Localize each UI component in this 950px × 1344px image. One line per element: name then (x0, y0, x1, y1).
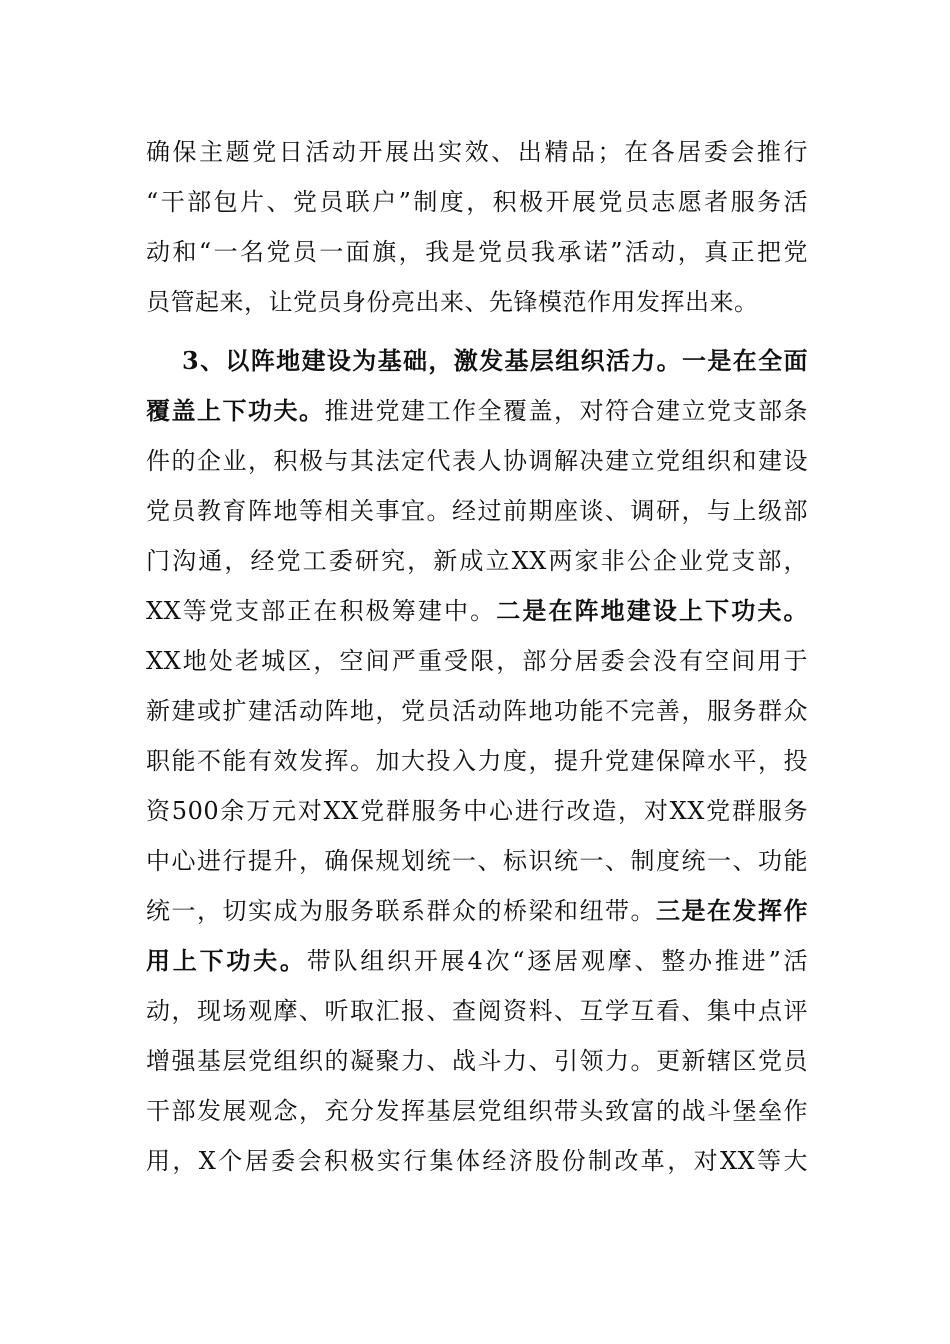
text-run: 增强基层党组织的凝聚力、战斗力、引领力。更新辖区党员 (146, 1047, 808, 1075)
text-line (146, 395, 808, 427)
text-run: “干部包片、党员联户”制度，积极开展党员志愿者服务活 (146, 188, 808, 216)
text-line (146, 595, 808, 627)
bold-run: 覆盖上下功夫。 (146, 396, 325, 425)
text-line (146, 495, 808, 527)
text-line (146, 136, 808, 168)
text-run: 资500余万元对XX党群服务中心进行改造，对XX党群服务 (146, 797, 808, 825)
text-line (146, 1145, 808, 1177)
text-line (146, 795, 808, 827)
bold-run: 三是在发挥作 (656, 896, 808, 925)
text-run: 统一，切实成为服务联系群众的桥梁和纽带。 (146, 897, 656, 925)
text-run: 推进党建工作全覆盖，对符合建立党支部条 (324, 397, 808, 425)
text-line (146, 1095, 808, 1127)
text-run: 职能不能有效发挥。加大投入力度，提升党建保障水平，投 (146, 747, 808, 775)
text-line (146, 845, 808, 877)
bold-run: 用上下功夫。 (146, 946, 307, 975)
text-run: 动，现场观摩、听取汇报、查阅资料、互学互看、集中点评 (146, 997, 808, 1025)
text-line (146, 545, 808, 577)
text-line (146, 645, 808, 677)
text-run: 件的企业，积极与其法定代表人协调解决建立党组织和建设 (146, 447, 808, 475)
text-line (146, 1045, 808, 1077)
text-run: 新建或扩建活动阵地，党员活动阵地功能不完善，服务群众 (146, 697, 808, 725)
text-run: 确保主题党日活动开展出实效、出精品；在各居委会推行 (146, 138, 808, 166)
text-line (146, 945, 808, 977)
bold-run: 二是在阵地建设上下功夫。 (496, 596, 808, 625)
text-run: 带队组织开展4次“逐居观摩、整办推进”活 (306, 947, 809, 975)
text-run: XX地处老城区，空间严重受限，部分居委会没有空间用于 (146, 647, 808, 675)
text-line (146, 695, 808, 727)
text-run: 员管起来，让党员身份亮出来、先锋模范作用发挥出来。 (146, 288, 759, 316)
text-line (146, 186, 808, 218)
text-line (146, 286, 808, 318)
text-run: 用，X个居委会积极实行集体经济股份制改革，对XX等大 (146, 1147, 808, 1175)
text-line (146, 895, 808, 927)
text-run: 门沟通，经党工委研究，新成立XX两家非公企业党支部， (146, 547, 808, 575)
bold-run: 3、以阵地建设为基础，激发基层组织活力。一是在全面 (182, 346, 808, 375)
text-run: 党员教育阵地等相关事宜。经过前期座谈、调研，与上级部 (146, 497, 808, 525)
text-run: 动和“一名党员一面旗，我是党员我承诺”活动，真正把党 (146, 238, 808, 266)
text-line (146, 236, 808, 268)
text-line (146, 445, 808, 477)
text-run: 中心进行提升，确保规划统一、标识统一、制度统一、功能 (146, 847, 808, 875)
section-heading-line (182, 345, 808, 377)
text-run: XX等党支部正在积极筹建中。 (146, 597, 497, 625)
text-line (146, 745, 808, 777)
text-line (146, 995, 808, 1027)
text-run: 干部发展观念，充分发挥基层党组织带头致富的战斗堡垒作 (146, 1097, 808, 1125)
